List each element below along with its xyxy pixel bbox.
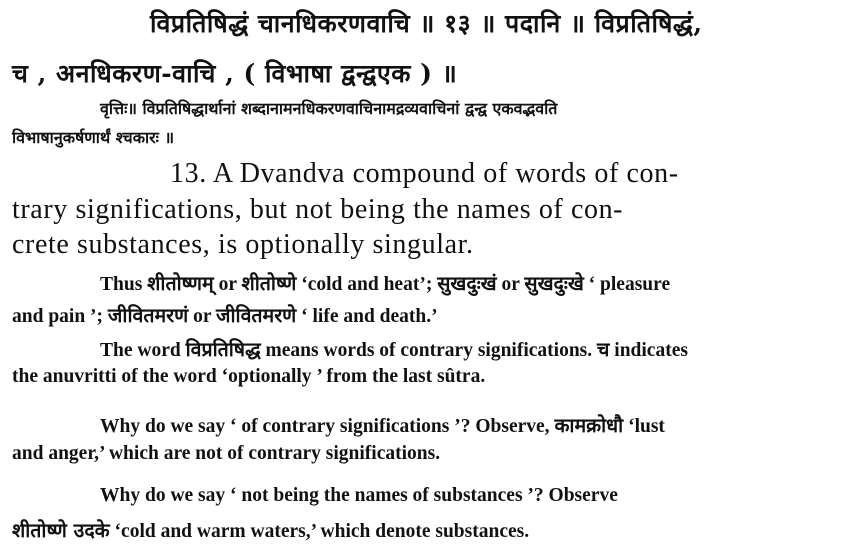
text-span: indicates: [609, 340, 688, 361]
devanagari-word: कामक्रोधौ: [554, 414, 624, 437]
example-line-1: [100, 269, 670, 296]
text-span: ‘ pleasure: [583, 274, 671, 295]
translation-line-2: trary significations, but not being the names of con-: [12, 194, 624, 225]
example-line-2: [12, 301, 438, 328]
text-span: ‘cold and heat’;: [296, 274, 438, 295]
note-line-1: [100, 335, 688, 362]
devanagari-word: शीतोष्णे उदके: [12, 519, 110, 542]
text-span: or: [496, 274, 525, 295]
text-span: Thus: [100, 274, 148, 295]
devanagari-word: सुखदुःखे: [524, 272, 584, 295]
devanagari-word: सुखदुःखं: [437, 272, 497, 295]
devanagari-word: जीवितमरणे: [216, 304, 297, 327]
vritti-line-1: वृत्तिः॥ विप्रतिषिद्धार्थानां शब्दानामनधिकरणवाचिनामद्रव्यवाचिनां द्वन्द्व एकवद्भवति: [100, 99, 558, 118]
question-2-line-1: Why do we say ‘ not being the names of substances ’? Observe: [100, 485, 618, 506]
question-2-line-2: [12, 516, 529, 543]
text-span: means words of contrary significations.: [260, 340, 598, 361]
text-span: ‘ life and death.’: [296, 306, 438, 327]
text-span: or: [188, 306, 216, 327]
sutra-line-1: विप्रतिषिद्धं चानधिकरणवाचि ॥ १३ ॥ पदानि ॥ विप्रतिषिद्धं,: [150, 9, 703, 38]
devanagari-word: विप्रतिषिद्ध: [185, 338, 261, 361]
devanagari-word: जीवितमरणं: [107, 304, 189, 327]
text-span: or: [213, 274, 242, 295]
vritti-line-2: विभाषानुकर्षणार्थं श्चकारः ॥: [12, 128, 175, 147]
text-span: Why do we say ‘ of contrary significations ’? Observe,: [100, 416, 555, 437]
text-span: The word: [100, 340, 186, 361]
note-line-2: the anuvritti of the word ‘optionally ’ from the last sûtra.: [12, 366, 486, 387]
translation-line-1: 13. A Dvandva compound of words of con-: [170, 158, 679, 189]
devanagari-word: च: [597, 338, 610, 361]
question-1-line-1: [100, 411, 665, 438]
question-1-line-2: and anger,’ which are not of contrary significations.: [12, 443, 441, 464]
text-span: and pain ’;: [12, 306, 108, 327]
text-span: ‘cold and warm waters,’ which denote substances.: [109, 521, 530, 542]
devanagari-word: शीतोष्णे: [241, 272, 297, 295]
translation-line-3: crete substances, is optionally singular.: [12, 229, 474, 260]
sutra-line-2: च , अनधिकरण-वाचि , ( विभाषा द्वन्द्वएक ) ॥: [12, 59, 458, 88]
devanagari-word: शीतोष्णम्: [147, 272, 214, 295]
text-span: ‘lust: [623, 416, 665, 437]
